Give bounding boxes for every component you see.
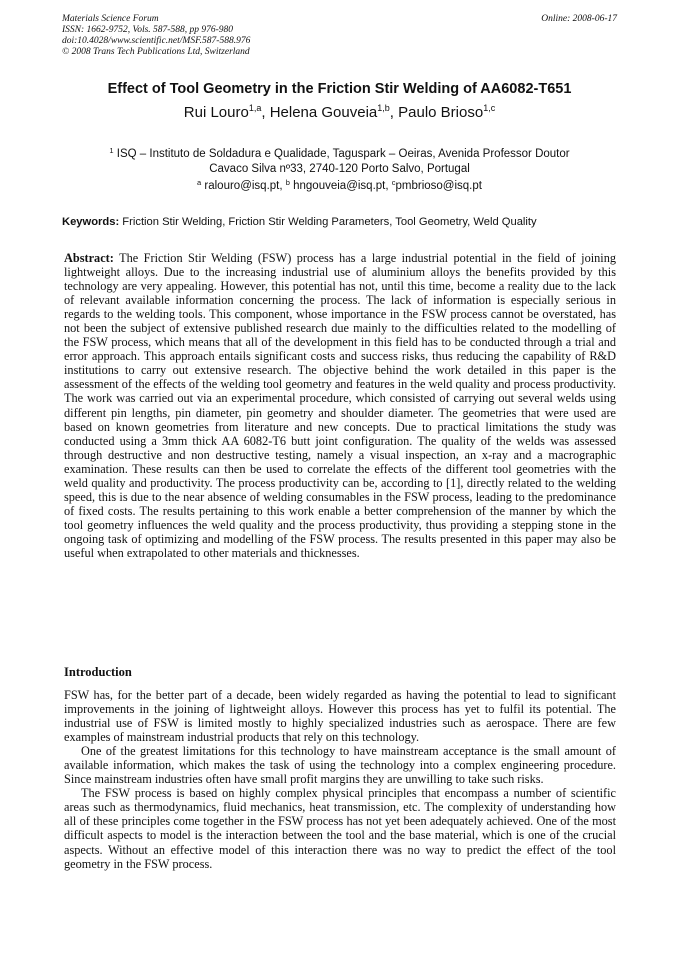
keywords-text: Friction Stir Welding, Friction Stir Welding Parameters, Tool Geometry, Weld Quality [119,216,537,228]
issn-line: ISSN: 1662-9752, Vols. 587-588, pp 976-980 [62,25,233,35]
author-name: Paulo Brioso [398,104,484,121]
doi-line: doi:10.4028/www.scientific.net/MSF.587-588.976 [62,36,251,46]
author-list [62,104,617,121]
section-heading-introduction: Introduction [64,665,132,679]
author-separator: , [261,104,270,121]
copyright-line: © 2008 Trans Tech Publications Ltd, Switzerland [62,47,250,57]
author-superscript: 1,a [248,103,262,113]
keywords [62,216,622,228]
journal-info [62,14,617,58]
email-superscript: c [391,178,396,187]
author-superscript: 1,b [377,103,390,113]
email-c: pmbrioso@isq.pt [395,180,482,192]
paragraph: The FSW process is based on highly complex physical principles that encompass a number of scientific areas such as thermodynamics, fluid mechanics, heat transmission, etc. The complexity of understanding how all of these principles come together in the FSW process has not yet been adequately achieved. One of the most difficult aspects to model is the interaction between the tool and the base material, which is one of the crucial aspects. Without an effective model of this interaction there was no way to predict the effect of the tool geometry in the FSW process. [64,786,616,871]
email-a: ralouro@isq.pt, [201,180,286,192]
abstract-label: Abstract: [64,251,114,265]
paragraph: One of the greatest limitations for this technology to have mainstream acceptance is the small amount of available information, which makes the task of using the technology into a complex engineering procedure. Since mainstream industries often have small profit margins they are unwilling to take such risks. [64,744,616,787]
paragraph: FSW has, for the better part of a decade, been widely regarded as having the potential to lead to significant improvements in the joining of lightweight alloys. However this process has yet to fulfil its potential. The industrial use of FSW is limited mostly to highly specialized industries such as aerospace. There are few examples of mainstream industrial products that rely on this technology. [64,688,616,745]
abstract [64,251,616,560]
affiliation [62,147,617,177]
online-date: Online: 2008-06-17 [541,14,617,24]
journal-name: Materials Science Forum [62,14,159,24]
abstract-text: The Friction Stir Welding (FSW) process has a large industrial potential in the field of joining lightweight alloys. Due to the increasing industrial use of aluminium alloys the benefits provided by this technology are very appealing. However, this potential has not, until this time, become a reality due to the lack of relevant available information concerning the process. The lack of information is especially serious in regards to the welding tools. This component, whose importance in the FSW process cannot be overstated, has not been the subject of extensive published research due mainly to the difficulties related to the modelling of the FSW process, which means that all of the development in this field has to be conducted through a trial and error approach. This approach entails significant costs and success risks, thus reducing the capability of R&D institutions to carry out extensive research. The objective behind the work detailed in this paper is the assessment of the effects of the welding tool geometry and features in the weld quality and process productivity. The work was carried out via an experimental procedure, which consisted of carrying out several welds using different pin lengths, pin diameter, pin geometry and shoulder diameter. The geometries that were used are based on known geometries from literature and new concepts. Due to practical limitations the study was conducted using a 3mm thick AA 6082-T6 butt joint configuration. The quality of the welds was assessed through destructive and non destructive testing, namely a visual inspection, an x-ray and a macrographic examination. These results can then be used to correlate the effects of the different tool geometries with the weld quality and productivity. The process productivity can be, according to [1], directly related to the welding speed, this is due to the near absence of welding consumables in the FSW process, leading to the predominance of fixed costs. The results pertaining to this work enable a better comprehension of the manner by which the tool geometry influences the weld quality and the process productivity, thus providing a stepping stone in the ongoing task of optimizing and modelling of the FSW process. The results presented in this paper may also be useful when extrapolated to other materials and thicknesses. [64,251,616,560]
affiliation-line-1: ISQ – Instituto de Soldadura e Qualidade, Taguspark – Oeiras, Avenida Professor Doutor [113,148,570,160]
affiliation-superscript: 1 [109,146,114,155]
author-emails [62,180,617,192]
journal-header [62,14,617,58]
author-superscript: 1,c [483,103,496,113]
keywords-label: Keywords: [62,216,120,228]
author-name: Rui Louro [183,104,249,121]
email-superscript: b [285,178,290,187]
paper-title: Effect of Tool Geometry in the Friction Stir Welding of AA6082-T651 [107,81,572,97]
email-superscript: a [197,178,202,187]
introduction-body [64,688,616,871]
author-name: Helena Gouveia [269,104,378,121]
email-b: hngouveia@isq.pt, [289,180,392,192]
author-separator: , [389,104,399,121]
affiliation-line-2: Cavaco Silva nº33, 2740-120 Porto Salvo, Portugal [209,163,470,175]
